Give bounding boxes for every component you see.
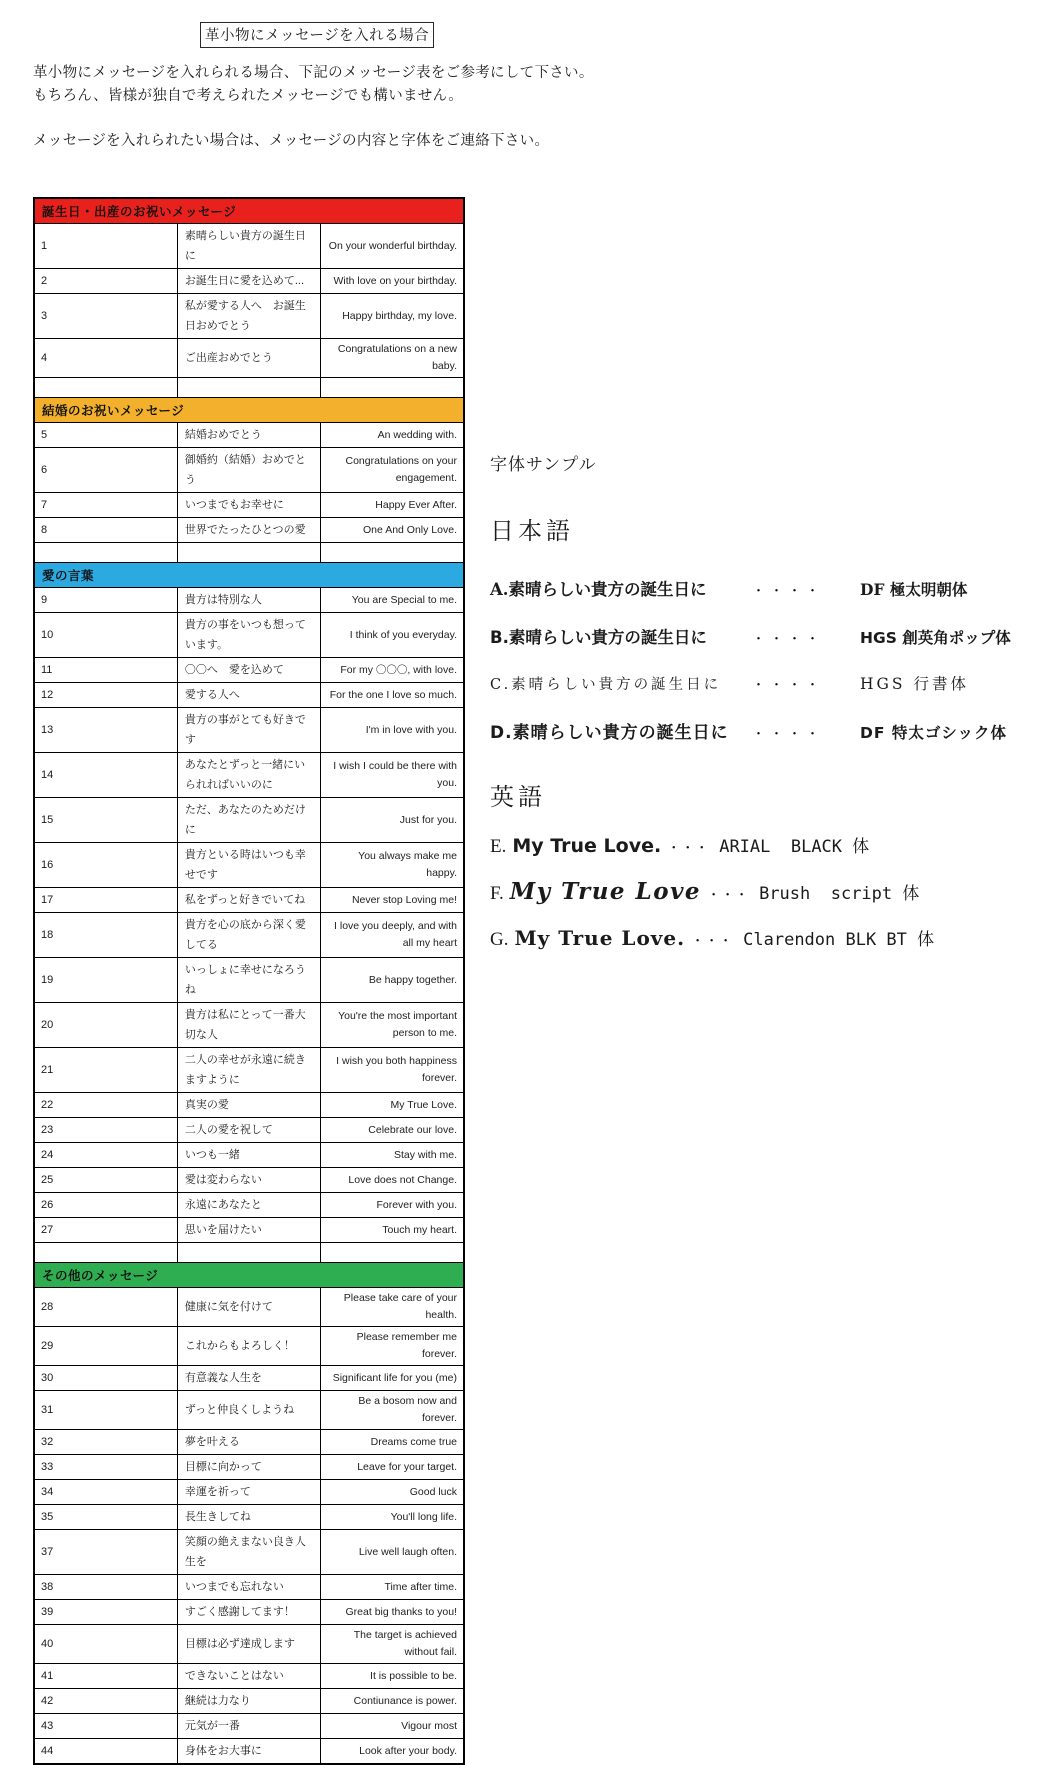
table-row xyxy=(34,1600,464,1625)
japanese-message-cell: 真実の愛 xyxy=(177,1093,320,1118)
table-row xyxy=(34,753,464,798)
font-sample-letter: G. xyxy=(490,929,509,950)
row-number-cell: 35 xyxy=(34,1505,177,1530)
section-header-cell: 結婚のお祝いメッセージ xyxy=(34,398,464,423)
english-message-cell: Great big thanks to you! xyxy=(321,1600,464,1625)
font-sample-column xyxy=(490,450,1050,951)
row-number-cell: 40 xyxy=(34,1625,177,1664)
english-message-cell: For my 〇〇〇, with love. xyxy=(321,658,464,683)
english-message-cell: Look after your body. xyxy=(321,1739,464,1765)
empty-cell xyxy=(321,378,464,398)
english-message-cell: On your wonderful birthday. xyxy=(321,224,464,269)
japanese-message-cell: 二人の幸せが永遠に続きますように xyxy=(177,1048,320,1093)
section-header-row xyxy=(34,198,464,224)
english-message-cell: Just for you. xyxy=(321,798,464,843)
japanese-message-cell: ただ、あなたのためだけに xyxy=(177,798,320,843)
japanese-message-cell: いつも一緒 xyxy=(177,1143,320,1168)
row-number-cell: 44 xyxy=(34,1739,177,1765)
english-message-cell: Significant life for you (me) xyxy=(321,1366,464,1391)
row-number-cell: 23 xyxy=(34,1118,177,1143)
row-number-cell: 8 xyxy=(34,518,177,543)
english-message-cell: Never stop Loving me! xyxy=(321,888,464,913)
row-number-cell: 38 xyxy=(34,1575,177,1600)
row-number-cell: 20 xyxy=(34,1003,177,1048)
table-row xyxy=(34,1048,464,1093)
row-number-cell: 2 xyxy=(34,269,177,294)
table-row xyxy=(34,493,464,518)
english-message-cell: Love does not Change. xyxy=(321,1168,464,1193)
font-sample-text: My True Love. xyxy=(512,835,662,857)
japanese-sample-list xyxy=(490,576,1050,743)
row-number-cell: 7 xyxy=(34,493,177,518)
table-row xyxy=(34,448,464,493)
row-number-cell: 19 xyxy=(34,958,177,1003)
row-number-cell: 3 xyxy=(34,294,177,339)
english-message-cell: One And Only Love. xyxy=(321,518,464,543)
table-row xyxy=(34,658,464,683)
japanese-message-cell: 笑顔の絶えまない良き人生を xyxy=(177,1530,320,1575)
font-name-label: HGS 行書体 xyxy=(860,675,969,693)
table-row xyxy=(34,1143,464,1168)
table-row xyxy=(34,1288,464,1327)
font-sample-letter: E. xyxy=(490,836,507,857)
english-message-cell: You're the most important person to me. xyxy=(321,1003,464,1048)
font-sample-title: 字体サンプル xyxy=(490,455,597,474)
row-number-cell: 29 xyxy=(34,1327,177,1366)
table-row xyxy=(34,269,464,294)
japanese-message-cell: 幸運を祈って xyxy=(177,1480,320,1505)
table-row xyxy=(34,958,464,1003)
row-number-cell: 22 xyxy=(34,1093,177,1118)
english-message-cell: Vigour most xyxy=(321,1714,464,1739)
table-row xyxy=(34,1530,464,1575)
row-number-cell: 27 xyxy=(34,1218,177,1243)
separator-row xyxy=(34,1243,464,1263)
row-number-cell: 32 xyxy=(34,1430,177,1455)
row-number-cell: 17 xyxy=(34,888,177,913)
japanese-message-cell: いつまでも忘れない xyxy=(177,1575,320,1600)
english-heading: 英語 xyxy=(490,785,546,811)
message-table-body xyxy=(34,198,464,1764)
empty-cell xyxy=(34,1243,177,1263)
section-header-cell: 誕生日・出産のお祝いメッセージ xyxy=(34,198,464,224)
english-message-cell: Contiunance is power. xyxy=(321,1689,464,1714)
japanese-message-cell: 長生きしてね xyxy=(177,1505,320,1530)
table-row xyxy=(34,888,464,913)
english-message-cell: An wedding with. xyxy=(321,423,464,448)
row-number-cell: 6 xyxy=(34,448,177,493)
font-sample-row xyxy=(490,718,1050,743)
japanese-message-cell: できないことはない xyxy=(177,1664,320,1689)
japanese-message-cell: 貴方といる時はいつも幸せです xyxy=(177,843,320,888)
font-name-label: ARIAL BLACK 体 xyxy=(719,837,870,857)
font-sample-row xyxy=(490,925,1050,951)
font-name-label: DF 特太ゴシック体 xyxy=(860,724,1008,742)
separator-dots: ・・・・ xyxy=(752,677,825,692)
table-row xyxy=(34,423,464,448)
font-sample-row xyxy=(490,878,1050,905)
japanese-message-cell: 二人の愛を祝して xyxy=(177,1118,320,1143)
table-row xyxy=(34,1193,464,1218)
english-message-cell: Happy birthday, my love. xyxy=(321,294,464,339)
table-row xyxy=(34,913,464,958)
japanese-heading: 日本語 xyxy=(490,519,574,545)
japanese-message-cell: 愛は変わらない xyxy=(177,1168,320,1193)
font-sample-text: B.素晴らしい貴方の誕生日に xyxy=(490,628,707,647)
english-message-cell: Please take care of your health. xyxy=(321,1288,464,1327)
font-sample-text: D.素晴らしい貴方の誕生日に xyxy=(490,723,729,743)
english-message-cell: You'll long life. xyxy=(321,1505,464,1530)
japanese-message-cell: 夢を叶える xyxy=(177,1430,320,1455)
english-message-cell: Happy Ever After. xyxy=(321,493,464,518)
english-message-cell: Please remember me forever. xyxy=(321,1327,464,1366)
table-row xyxy=(34,518,464,543)
english-message-cell: Live well laugh often. xyxy=(321,1530,464,1575)
japanese-message-cell: 世界でたったひとつの愛 xyxy=(177,518,320,543)
english-message-cell: I wish you both happiness forever. xyxy=(321,1048,464,1093)
english-message-cell: Leave for your target. xyxy=(321,1455,464,1480)
english-message-cell: You are Special to me. xyxy=(321,588,464,613)
empty-cell xyxy=(177,1243,320,1263)
english-message-cell: I think of you everyday. xyxy=(321,613,464,658)
font-name-label: Clarendon BLK BT 体 xyxy=(743,930,935,950)
japanese-message-cell: 目標は必ず達成します xyxy=(177,1625,320,1664)
table-row xyxy=(34,1218,464,1243)
separator-dots: ・・・ xyxy=(667,840,710,855)
empty-cell xyxy=(321,543,464,563)
section-header-row xyxy=(34,1263,464,1288)
row-number-cell: 24 xyxy=(34,1143,177,1168)
japanese-message-cell: 〇〇へ 愛を込めて xyxy=(177,658,320,683)
japanese-message-cell: いつまでもお幸せに xyxy=(177,493,320,518)
row-number-cell: 37 xyxy=(34,1530,177,1575)
row-number-cell: 18 xyxy=(34,913,177,958)
separator-dots: ・・・ xyxy=(707,887,750,902)
row-number-cell: 12 xyxy=(34,683,177,708)
japanese-message-cell: あなたとずっと一緒にいられればいいのに xyxy=(177,753,320,798)
table-row xyxy=(34,1093,464,1118)
row-number-cell: 43 xyxy=(34,1714,177,1739)
table-row xyxy=(34,1505,464,1530)
table-row xyxy=(34,843,464,888)
separator-dots: ・・・・ xyxy=(752,726,825,741)
japanese-message-cell: 貴方の事をいつも想っています。 xyxy=(177,613,320,658)
japanese-message-cell: 身体をお大事に xyxy=(177,1739,320,1765)
row-number-cell: 31 xyxy=(34,1391,177,1430)
font-sample-row xyxy=(490,672,1050,694)
row-number-cell: 30 xyxy=(34,1366,177,1391)
intro-line-2: もちろん、皆様が独自で考えられたメッセージでも構いません。 xyxy=(33,88,464,104)
english-message-cell: Celebrate our love. xyxy=(321,1118,464,1143)
english-message-cell: Touch my heart. xyxy=(321,1218,464,1243)
row-number-cell: 25 xyxy=(34,1168,177,1193)
english-message-cell: Forever with you. xyxy=(321,1193,464,1218)
table-row xyxy=(34,1003,464,1048)
english-message-cell: It is possible to be. xyxy=(321,1664,464,1689)
row-number-cell: 21 xyxy=(34,1048,177,1093)
row-number-cell: 11 xyxy=(34,658,177,683)
japanese-message-cell: すごく感謝してます！ xyxy=(177,1600,320,1625)
section-header-row xyxy=(34,563,464,588)
english-message-cell: Dreams come true xyxy=(321,1430,464,1455)
row-number-cell: 13 xyxy=(34,708,177,753)
english-message-cell: Congratulations on a new baby. xyxy=(321,339,464,378)
table-row xyxy=(34,1455,464,1480)
english-message-cell: Be happy together. xyxy=(321,958,464,1003)
japanese-message-cell: 思いを届けたい xyxy=(177,1218,320,1243)
table-row xyxy=(34,339,464,378)
row-number-cell: 39 xyxy=(34,1600,177,1625)
table-row xyxy=(34,1366,464,1391)
row-number-cell: 34 xyxy=(34,1480,177,1505)
section-header-cell: その他のメッセージ xyxy=(34,1263,464,1288)
row-number-cell: 15 xyxy=(34,798,177,843)
row-number-cell: 4 xyxy=(34,339,177,378)
japanese-message-cell: これからもよろしく！ xyxy=(177,1327,320,1366)
page-title: 革小物にメッセージを入れる場合 xyxy=(200,22,434,48)
english-message-cell: Congratulations on your engagement. xyxy=(321,448,464,493)
table-row xyxy=(34,1480,464,1505)
table-row xyxy=(34,1714,464,1739)
japanese-message-cell: 貴方は特別な人 xyxy=(177,588,320,613)
japanese-message-cell: 貴方を心の底から深く愛してる xyxy=(177,913,320,958)
separator-row xyxy=(34,378,464,398)
empty-cell xyxy=(177,543,320,563)
english-message-cell: Be a bosom now and forever. xyxy=(321,1391,464,1430)
english-message-cell: Stay with me. xyxy=(321,1143,464,1168)
row-number-cell: 33 xyxy=(34,1455,177,1480)
font-sample-row xyxy=(490,624,1050,648)
table-row xyxy=(34,1739,464,1765)
english-message-cell: Time after time. xyxy=(321,1575,464,1600)
table-row xyxy=(34,683,464,708)
english-message-cell: For the one I love so much. xyxy=(321,683,464,708)
empty-cell xyxy=(321,1243,464,1263)
english-message-cell: I love you deeply, and with all my heart xyxy=(321,913,464,958)
english-sample-list xyxy=(490,832,1050,951)
japanese-message-cell: お誕生日に愛を込めて... xyxy=(177,269,320,294)
english-message-cell: I'm in love with you. xyxy=(321,708,464,753)
japanese-message-cell: 健康に気を付けて xyxy=(177,1288,320,1327)
english-message-cell: The target is achieved without fail. xyxy=(321,1625,464,1664)
font-sample-row xyxy=(490,832,1050,858)
table-row xyxy=(34,1391,464,1430)
table-row xyxy=(34,224,464,269)
table-row xyxy=(34,708,464,753)
japanese-message-cell: 永遠にあなたと xyxy=(177,1193,320,1218)
font-sample-text: My True Love xyxy=(509,878,702,905)
english-message-cell: Good luck xyxy=(321,1480,464,1505)
table-row xyxy=(34,1664,464,1689)
message-table xyxy=(33,197,465,1765)
row-number-cell: 5 xyxy=(34,423,177,448)
japanese-message-cell: 私が愛する人へ お誕生日おめでとう xyxy=(177,294,320,339)
table-row xyxy=(34,1430,464,1455)
intro-line-1: 革小物にメッセージを入れられる場合、下記のメッセージ表をご参考にして下さい。 xyxy=(33,65,594,81)
empty-cell xyxy=(34,543,177,563)
table-row xyxy=(34,1327,464,1366)
japanese-message-cell: ずっと仲良くしようね xyxy=(177,1391,320,1430)
row-number-cell: 1 xyxy=(34,224,177,269)
table-row xyxy=(34,1168,464,1193)
row-number-cell: 10 xyxy=(34,613,177,658)
japanese-message-cell: 愛する人へ xyxy=(177,683,320,708)
row-number-cell: 14 xyxy=(34,753,177,798)
font-name-label: DF 極太明朝体 xyxy=(860,580,968,599)
font-sample-row xyxy=(490,576,1050,600)
row-number-cell: 42 xyxy=(34,1689,177,1714)
font-name-label: HGS 創英角ポップ体 xyxy=(860,629,1011,647)
row-number-cell: 26 xyxy=(34,1193,177,1218)
separator-row xyxy=(34,543,464,563)
japanese-message-cell: 私をずっと好きでいてね xyxy=(177,888,320,913)
separator-dots: ・・・・ xyxy=(752,631,825,646)
separator-dots: ・・・ xyxy=(691,933,734,948)
font-sample-text: C.素晴らしい貴方の誕生日に xyxy=(490,677,722,693)
japanese-message-cell: 結婚おめでとう xyxy=(177,423,320,448)
table-row xyxy=(34,1689,464,1714)
japanese-message-cell: 貴方は私にとって一番大切な人 xyxy=(177,1003,320,1048)
row-number-cell: 28 xyxy=(34,1288,177,1327)
japanese-message-cell: いっしょに幸せになろうね xyxy=(177,958,320,1003)
table-row xyxy=(34,1118,464,1143)
table-row xyxy=(34,798,464,843)
table-row xyxy=(34,1625,464,1664)
empty-cell xyxy=(34,378,177,398)
section-header-cell: 愛の言葉 xyxy=(34,563,464,588)
japanese-message-cell: 素晴らしい貴方の誕生日に xyxy=(177,224,320,269)
empty-cell xyxy=(177,378,320,398)
intro-paragraph xyxy=(33,62,594,108)
japanese-message-cell: 貴方の事がとても好きです xyxy=(177,708,320,753)
row-number-cell: 41 xyxy=(34,1664,177,1689)
japanese-message-cell: 有意義な人生を xyxy=(177,1366,320,1391)
japanese-message-cell: ご出産おめでとう xyxy=(177,339,320,378)
table-row xyxy=(34,1575,464,1600)
font-sample-text: My True Love. xyxy=(514,926,686,950)
japanese-message-cell: 元気が一番 xyxy=(177,1714,320,1739)
intro-line-3: メッセージを入れられたい場合は、メッセージの内容と字体をご連絡下さい。 xyxy=(33,133,550,149)
japanese-message-cell: 目標に向かって xyxy=(177,1455,320,1480)
row-number-cell: 16 xyxy=(34,843,177,888)
table-row xyxy=(34,294,464,339)
font-sample-text: A.素晴らしい貴方の誕生日に xyxy=(490,580,707,599)
table-row xyxy=(34,613,464,658)
japanese-message-cell: 継続は力なり xyxy=(177,1689,320,1714)
english-message-cell: My True Love. xyxy=(321,1093,464,1118)
japanese-message-cell: 御婚約（結婚）おめでとう xyxy=(177,448,320,493)
table-row xyxy=(34,588,464,613)
english-message-cell: With love on your birthday. xyxy=(321,269,464,294)
section-header-row xyxy=(34,398,464,423)
separator-dots: ・・・・ xyxy=(752,583,825,598)
font-name-label: Brush script 体 xyxy=(759,884,920,904)
font-sample-letter: F. xyxy=(490,883,504,904)
english-message-cell: You always make me happy. xyxy=(321,843,464,888)
row-number-cell: 9 xyxy=(34,588,177,613)
english-message-cell: I wish I could be there with you. xyxy=(321,753,464,798)
